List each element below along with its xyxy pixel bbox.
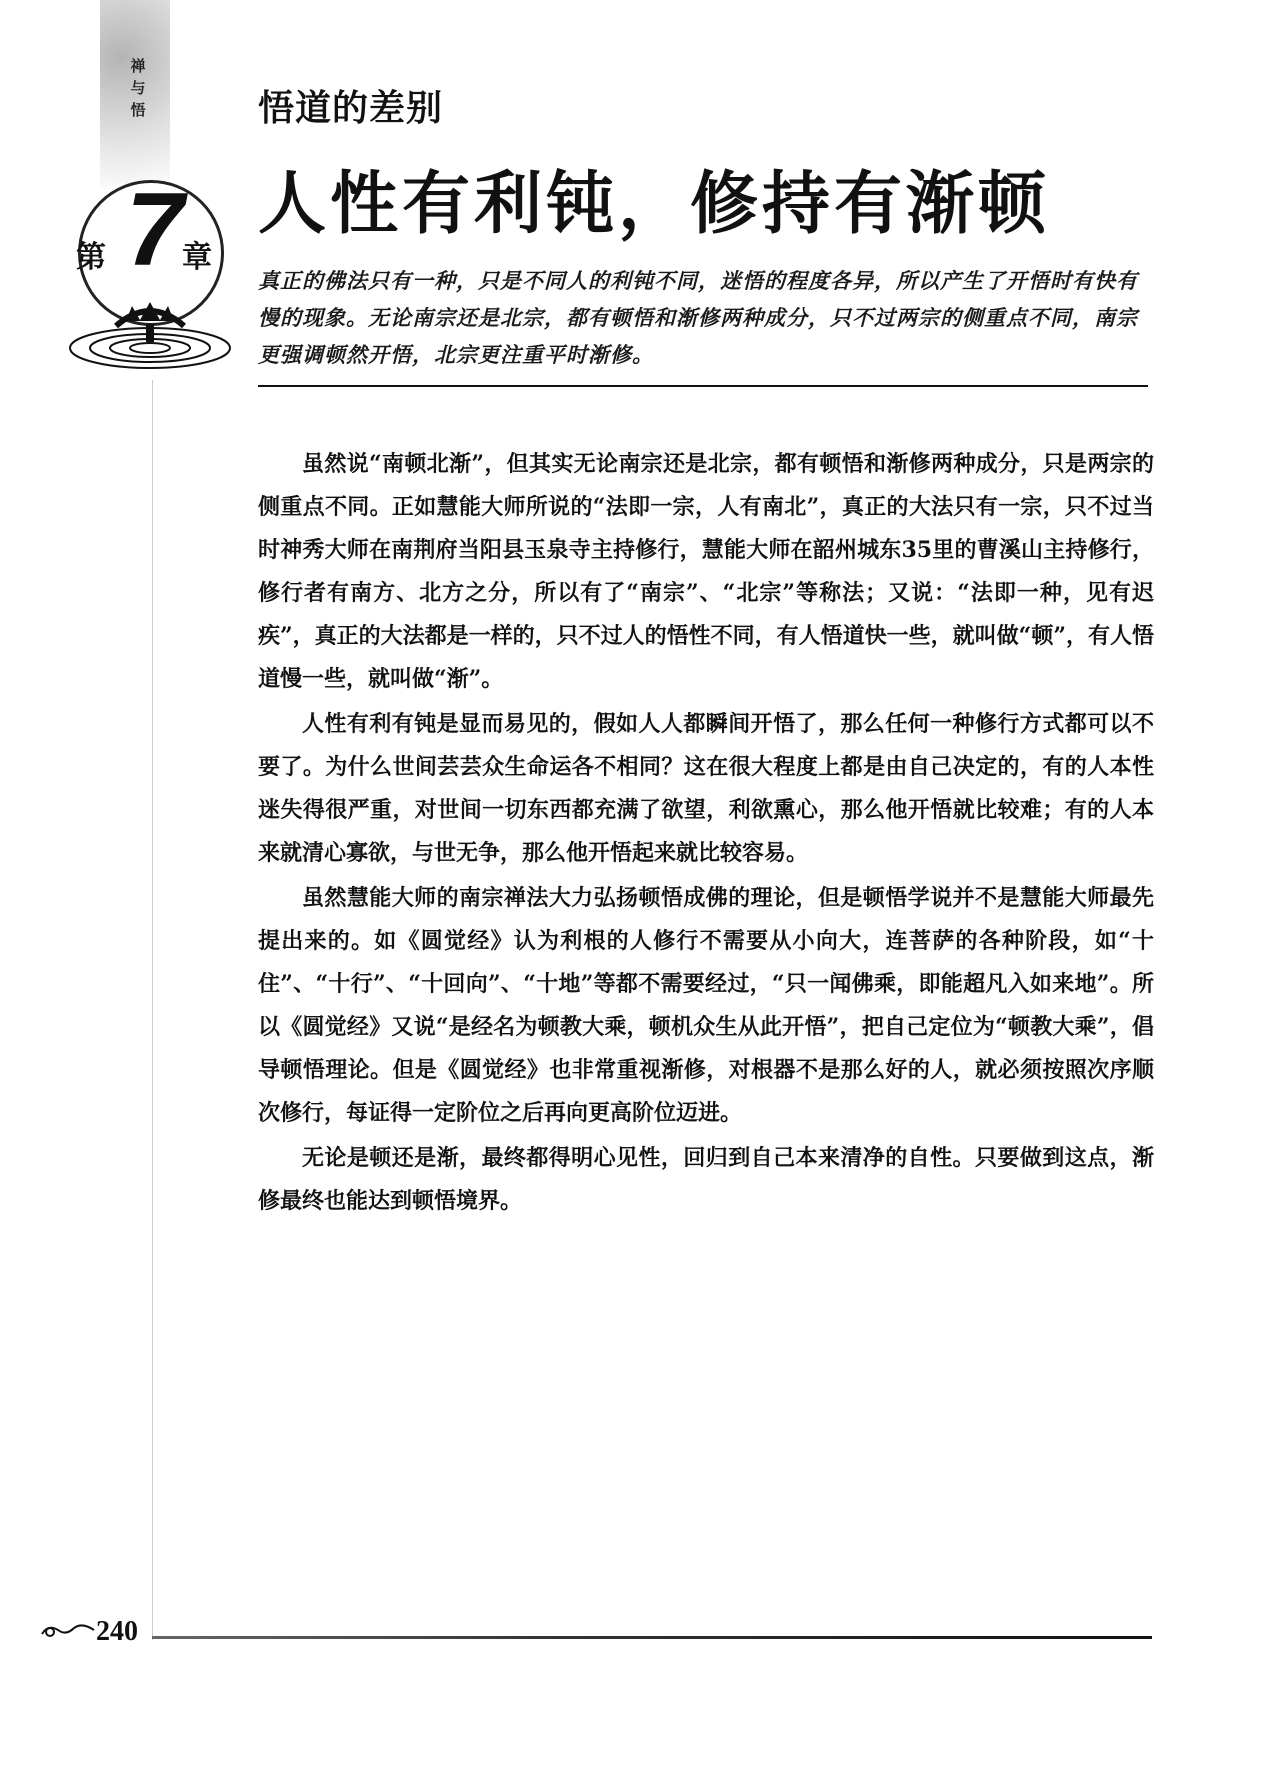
chapter-intro: 真正的佛法只有一种，只是不同人的利钝不同，迷悟的程度各异，所以产生了开悟时有快有慢的现象。无论南宗还是北宗，都有顿悟和渐修两种成分，只不过两宗的侧重点不同，南宗更强调顿然开悟，北宗更注重平时渐修。 (258, 268, 1138, 367)
page-title: 人性有利钝，修持有渐顿 (258, 165, 1051, 244)
paragraph: 虽然说“南顿北渐”，但其实无论南宗还是北宗，都有顿悟和渐修两种成分，只是两宗的侧重点不同。正如慧能大师所说的“法即一宗，人有南北”，真正的大法只有一宗，只不过当时神秀大师在南荆府当阳县玉泉寺主持修行，慧能大师在韶州城东35里的曹溪山主持修行，修行者有南方、北方之分，所以有了“南宗”、“北宗”等称法；又说：“法即一种，见有迟疾”，真正的大法都是一样的，只不过人的悟性不同，有人悟道快一些，就叫做“顿”，有人悟道慢一些，就叫做“渐”。 (258, 451, 1154, 692)
footer-rule (152, 1636, 1152, 1639)
side-tag-char: 禅 (130, 57, 146, 75)
side-tag (120, 55, 156, 121)
section-kicker: 悟道的差别 (258, 88, 444, 129)
lotus-icon (66, 276, 234, 376)
body-text (258, 443, 1154, 1223)
margin-line (152, 380, 153, 1640)
swirl-icon (38, 1620, 98, 1642)
side-tag-char: 与 (130, 79, 146, 97)
intro-divider (258, 385, 1148, 387)
paragraph: 无论是顿还是渐，最终都得明心见性，回归到自己本来清净的自性。只要做到这点，渐修最终也能达到顿悟境界。 (258, 1145, 1154, 1214)
chapter-lead: 第 (76, 240, 106, 275)
paragraph: 人性有利有钝是显而易见的，假如人人都瞬间开悟了，那么任何一种修行方式都可以不要了。为什么世间芸芸众生命运各不相同？这在很大程度上都是由自己决定的，有的人本性迷失得很严重，对世间一切东西都充满了欲望，利欲熏心，那么他开悟就比较难；有的人本来就清心寡欲，与世无争，那么他开悟起来就比较容易。 (258, 711, 1154, 866)
chapter-number: 7 (126, 172, 184, 288)
chapter-trail: 章 (182, 240, 212, 275)
chapter-badge (62, 172, 232, 370)
paragraph: 虽然慧能大师的南宗禅法大力弘扬顿悟成佛的理论，但是顿悟学说并不是慧能大师最先提出来的。如《圆觉经》认为利根的人修行不需要从小向大，连菩萨的各种阶段，如“十住”、“十行”、“十回向”、“十地”等都不需要经过，“只一闻佛乘，即能超凡入如来地”。所以《圆觉经》又说“是经名为顿教大乘，顿机众生从此开悟”，把自己定位为“顿教大乘”，倡导顿悟理论。但是《圆觉经》也非常重视渐修，对根器不是那么好的人，就必须按照次序顺次修行，每证得一定阶位之后再向更高阶位迈进。 (258, 885, 1154, 1126)
page-number: 240 (96, 1616, 138, 1647)
side-tag-char: 悟 (130, 101, 146, 119)
